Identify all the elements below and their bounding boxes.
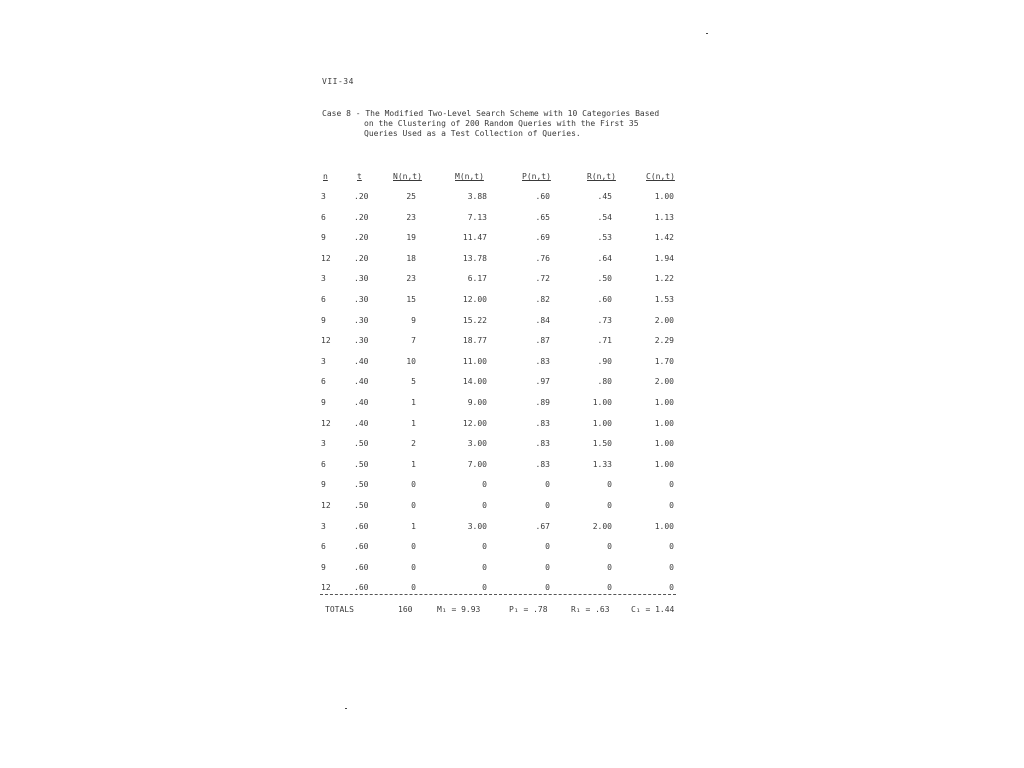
- totals-p: P₁ = .78: [509, 605, 548, 614]
- cell-c: 1.22: [654, 274, 674, 284]
- cell-n: 9: [321, 480, 326, 490]
- cell-c: 1.42: [654, 233, 674, 243]
- cell-c: 1.00: [654, 192, 674, 201]
- cell-r: 0: [607, 542, 612, 552]
- cell-r: .54: [597, 212, 612, 222]
- cell-t: .20: [354, 233, 369, 243]
- cell-t: .20: [354, 192, 369, 201]
- scan-speck: [706, 33, 708, 34]
- header-m-n-t: M(n,t): [455, 172, 484, 181]
- cell-n: 3: [321, 274, 326, 284]
- header-r-n-t: R(n,t): [587, 172, 616, 181]
- cell-p: .72: [535, 274, 550, 284]
- cell-p: .83: [535, 439, 550, 449]
- cell-m: 7.00: [467, 459, 487, 469]
- cell-m: 0: [482, 583, 487, 593]
- cell-m: 3.88: [467, 192, 487, 201]
- cell-p: 0: [545, 562, 550, 572]
- cell-n: 9: [321, 315, 326, 325]
- cell-count: 18: [406, 253, 416, 263]
- cell-c: 0: [669, 542, 674, 552]
- cell-r: 1.50: [592, 439, 612, 449]
- cell-r: 1.00: [592, 398, 612, 407]
- cell-m: 12.00: [462, 418, 487, 428]
- cell-r: 0: [607, 501, 612, 510]
- cell-n: 3: [321, 521, 326, 531]
- cell-t: .60: [354, 521, 369, 531]
- cell-t: .20: [354, 212, 369, 222]
- cell-t: .40: [354, 356, 369, 366]
- cell-p: .84: [535, 315, 550, 325]
- cell-c: 1.70: [654, 356, 674, 366]
- cell-count: 0: [411, 583, 416, 593]
- cell-c: 0: [669, 480, 674, 490]
- cell-count: 23: [406, 212, 416, 222]
- totals-c: C₁ = 1.44: [631, 605, 675, 614]
- scan-speck: [345, 708, 347, 709]
- cell-n: 9: [321, 398, 326, 407]
- cell-p: 0: [545, 583, 550, 593]
- table-caption: [322, 109, 659, 139]
- cell-n: 6: [321, 295, 326, 304]
- cell-p: .67: [535, 521, 550, 531]
- cell-m: 14.00: [462, 377, 487, 387]
- cell-c: 1.00: [654, 439, 674, 449]
- cell-n: 12: [321, 336, 331, 346]
- cell-t: .20: [354, 253, 369, 263]
- cell-count: 0: [411, 501, 416, 510]
- cell-count: 9: [411, 315, 416, 325]
- cell-m: 11.00: [462, 356, 487, 366]
- cell-t: .40: [354, 377, 369, 387]
- cell-n: 6: [321, 377, 326, 387]
- cell-n: 12: [321, 418, 331, 428]
- cell-count: 1: [411, 521, 416, 531]
- cell-t: .50: [354, 480, 369, 490]
- cell-n: 12: [321, 253, 331, 263]
- cell-m: 3.00: [467, 439, 487, 449]
- cell-count: 19: [406, 233, 416, 243]
- cell-count: 0: [411, 562, 416, 572]
- cell-n: 6: [321, 542, 326, 552]
- cell-count: 1: [411, 459, 416, 469]
- cell-r: .73: [597, 315, 612, 325]
- cell-r: .60: [597, 295, 612, 304]
- header-n-t: N(n,t): [393, 172, 422, 181]
- cell-count: 0: [411, 480, 416, 490]
- caption-line-1: Case 8 - The Modified Two-Level Search Scheme with 10 Categories Based: [322, 109, 660, 118]
- cell-count: 1: [411, 418, 416, 428]
- cell-n: 3: [321, 356, 326, 366]
- cell-r: .80: [597, 377, 612, 387]
- cell-c: 0: [669, 562, 674, 572]
- cell-m: 3.00: [467, 521, 487, 531]
- cell-n: 6: [321, 212, 326, 222]
- cell-t: .40: [354, 418, 369, 428]
- cell-m: 0: [482, 542, 487, 552]
- cell-n: 12: [321, 583, 331, 593]
- totals-count: 160: [398, 605, 413, 614]
- cell-count: 23: [406, 274, 416, 284]
- cell-t: .30: [354, 336, 369, 346]
- cell-count: 0: [411, 542, 416, 552]
- cell-m: 15.22: [462, 315, 487, 325]
- cell-t: .40: [354, 398, 369, 407]
- cell-m: 6.17: [467, 274, 487, 284]
- cell-c: 0: [669, 501, 674, 510]
- cell-c: 1.00: [654, 398, 674, 407]
- cell-t: .50: [354, 501, 369, 510]
- cell-c: 1.94: [654, 253, 674, 263]
- cell-p: 0: [545, 501, 550, 510]
- header-n: n: [323, 172, 328, 181]
- totals-divider: [320, 594, 676, 595]
- totals-label: TOTALS: [325, 605, 354, 614]
- cell-count: 25: [406, 192, 416, 201]
- cell-p: .69: [535, 233, 550, 243]
- cell-t: .60: [354, 583, 369, 593]
- totals-r: R₁ = .63: [571, 605, 610, 614]
- cell-c: 1.00: [654, 459, 674, 469]
- totals-m: M₁ = 9.93: [437, 605, 481, 614]
- cell-t: .30: [354, 274, 369, 284]
- cell-m: 0: [482, 562, 487, 572]
- cell-n: 3: [321, 439, 326, 449]
- cell-r: 1.33: [592, 459, 612, 469]
- cell-c: 1.00: [654, 521, 674, 531]
- cell-p: .60: [535, 192, 550, 201]
- cell-m: 9.00: [467, 398, 487, 407]
- cell-p: .87: [535, 336, 550, 346]
- header-p-n-t: P(n,t): [522, 172, 551, 181]
- cell-c: 1.00: [654, 418, 674, 428]
- cell-p: .97: [535, 377, 550, 387]
- cell-p: .83: [535, 356, 550, 366]
- cell-m: 0: [482, 480, 487, 490]
- cell-r: .50: [597, 274, 612, 284]
- caption-line-2: on the Clustering of 200 Random Queries with the First 35: [364, 119, 639, 128]
- cell-p: .82: [535, 295, 550, 304]
- cell-count: 15: [406, 295, 416, 304]
- cell-c: 0: [669, 583, 674, 593]
- cell-t: .50: [354, 459, 369, 469]
- cell-p: .65: [535, 212, 550, 222]
- cell-n: 9: [321, 233, 326, 243]
- cell-p: .89: [535, 398, 550, 407]
- header-t: t: [357, 172, 362, 181]
- cell-c: 2.00: [654, 377, 674, 387]
- cell-m: 18.77: [462, 336, 487, 346]
- cell-m: 7.13: [467, 212, 487, 222]
- cell-r: .53: [597, 233, 612, 243]
- page-number: VII-34: [322, 77, 354, 86]
- cell-count: 7: [411, 336, 416, 346]
- cell-p: 0: [545, 542, 550, 552]
- cell-count: 1: [411, 398, 416, 407]
- cell-n: 6: [321, 459, 326, 469]
- cell-count: 5: [411, 377, 416, 387]
- cell-c: 2.00: [654, 315, 674, 325]
- header-c-n-t: C(n,t): [646, 172, 675, 181]
- cell-r: .64: [597, 253, 612, 263]
- cell-m: 0: [482, 501, 487, 510]
- cell-c: 1.53: [654, 295, 674, 304]
- cell-t: .50: [354, 439, 369, 449]
- cell-r: 1.00: [592, 418, 612, 428]
- cell-p: .83: [535, 459, 550, 469]
- cell-r: .45: [597, 192, 612, 201]
- cell-r: 0: [607, 480, 612, 490]
- cell-r: 2.00: [592, 521, 612, 531]
- cell-c: 2.29: [654, 336, 674, 346]
- cell-count: 10: [406, 356, 416, 366]
- caption-line-3: Queries Used as a Test Collection of Queries.: [364, 129, 581, 138]
- cell-n: 9: [321, 562, 326, 572]
- cell-m: 13.78: [462, 253, 487, 263]
- cell-r: 0: [607, 583, 612, 593]
- cell-m: 11.47: [462, 233, 487, 243]
- cell-n: 3: [321, 192, 326, 201]
- cell-r: .71: [597, 336, 612, 346]
- cell-t: .60: [354, 562, 369, 572]
- cell-p: .76: [535, 253, 550, 263]
- cell-t: .30: [354, 295, 369, 304]
- cell-c: 1.13: [654, 212, 674, 222]
- cell-t: .60: [354, 542, 369, 552]
- cell-n: 12: [321, 501, 331, 510]
- cell-count: 2: [411, 439, 416, 449]
- cell-r: .90: [597, 356, 612, 366]
- cell-m: 12.00: [462, 295, 487, 304]
- cell-p: .83: [535, 418, 550, 428]
- cell-r: 0: [607, 562, 612, 572]
- cell-t: .30: [354, 315, 369, 325]
- cell-p: 0: [545, 480, 550, 490]
